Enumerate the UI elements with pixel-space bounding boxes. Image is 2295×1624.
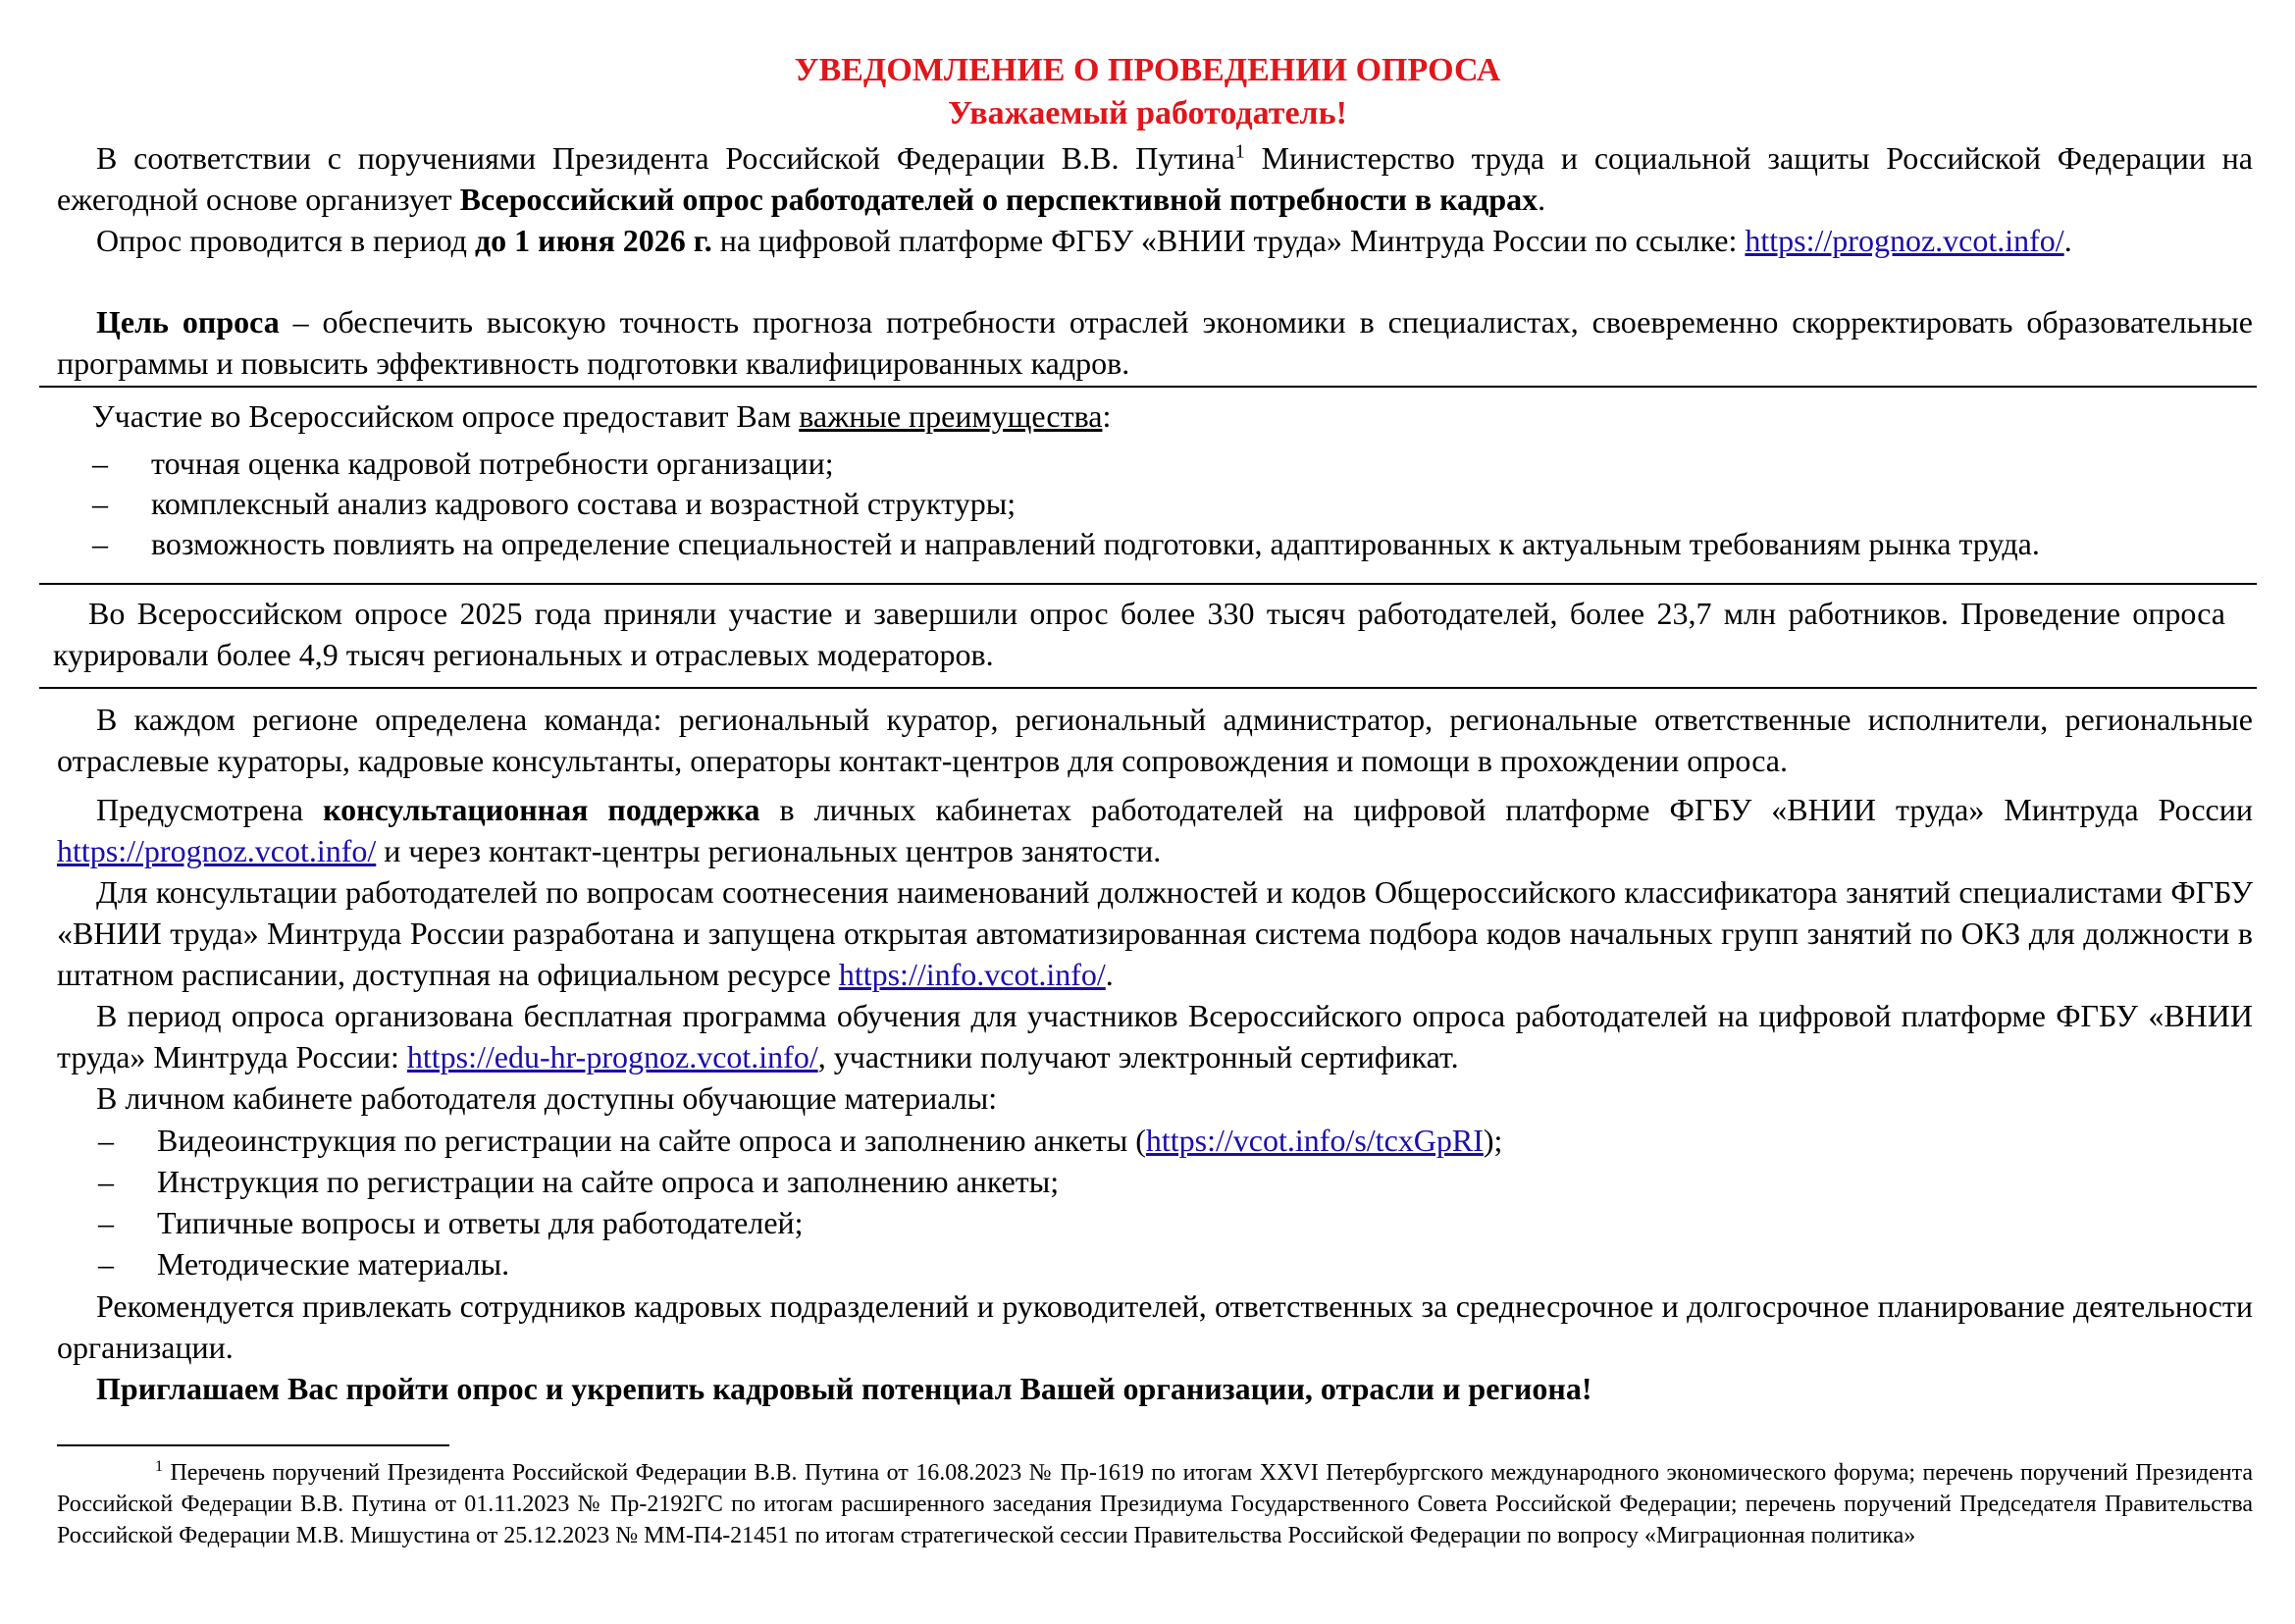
footnote-divider bbox=[57, 1444, 449, 1446]
notice-title: УВЕДОМЛЕНИЕ О ПРОВЕДЕНИИ ОПРОСА bbox=[794, 52, 1501, 88]
section-divider bbox=[39, 583, 2257, 585]
prognoz-link[interactable]: https://prognoz.vcot.info/ bbox=[57, 833, 377, 868]
closing-invitation: Приглашаем Вас пройти опрос и укрепить кадровый потенциал Вашей организации, отрасли и региона! bbox=[96, 1371, 1592, 1406]
okz-paragraph: Для консультации работодателей по вопросам соотнесения наименований должностей и кодов Общероссийского классификатора занятий специалистами ФГБУ «ВНИИ труда» Минтруда России разработана и запущена открытая автоматизированная система подбора кодов начальных групп занятий по ОКЗ для должности в штатном расписании, доступная на официальном ресурсе https://info.vcot.info/. bbox=[57, 874, 2253, 992]
stats-paragraph: Во Всероссийском опросе 2025 года приняли участие и завершили опрос более 330 тысяч работодателей, более 23,7 млн работников. Проведение опроса курировали более 4,9 тысяч региональных и отраслевых модераторов. bbox=[53, 596, 2225, 672]
info-link[interactable]: https://info.vcot.info/ bbox=[838, 957, 1106, 992]
advantages-lead: Участие во Всероссийском опросе предоставит Вам важные преимущества: bbox=[92, 398, 1112, 434]
survey-name: Всероссийский опрос работодателей о перспективной потребности в кадрах bbox=[459, 182, 1539, 217]
video-link[interactable]: https://vcot.info/s/tcxGpRI bbox=[1145, 1123, 1484, 1158]
goal-paragraph: Цель опроса – обеспечить высокую точность прогноза потребности отраслей экономики в специалистах, своевременно скорректировать образовательные программы и повысить эффективность подготовки квалифицированных кадров. bbox=[57, 304, 2254, 381]
edu-link[interactable]: https://edu-hr-prognoz.vcot.info/ bbox=[406, 1039, 818, 1074]
notice-page: УВЕДОМЛЕНИЕ О ПРОВЕДЕНИИ ОПРОСА Уважаемый работодатель! В соответствии с поручениями Президента Российской Федерации В.В. Путина$^1$ Министерство труда и социальной защиты Российской Федерации на ежегодной основе организует Всероссийский опрос работодателей о перспективной потребности в кадрах. Опрос проводится в период до 1 июня 2026 г. на цифровой платформе ФГБУ «ВНИИ труда» Минтруда России по ссылке: https://prognoz.vcot.info/. Цель опроса – обеспечить высокую точность прогноза потребности отраслей экономики в специалистах, своевременно скорректировать образовательные программы и повысить эффективность подготовки квалифицированных кадров. Участие во Всероссийском опросе предоставит Вам важные преимущества: – точная оценка кадровой потребности организации; – комплексный анализ кадрового состава и возрастной структуры; – возможность повлиять на определение специальностей и направлений подготовки, адаптированных к актуальным требованиям рынка труда. Во Всероссийском опросе 2025 года приняли участие и завершили опрос более 330 тысяч работодателей, более 23,7 млн работников. Проведение опроса курировали более 4,9 тысяч региональных и отраслевых модераторов. В каждом регионе определена команда: региональный куратор, региональный администратор, региональные ответственные исполнители, региональные отраслевые кураторы, кадровые консультанты, операторы контакт-центров для сопровождения и помощи в прохождении опроса. Предусмотрена консультационная поддержка в личных кабинетах работодателей на цифровой платформе ФГБУ «ВНИИ труда» Минтруда России https://prognoz.vcot.info/ и через контакт-центры региональных центров занятости. Для консультации работодателей по вопросам соотнесения наименований должностей и кодов Общероссийского классификатора занятий специалистами ФГБУ «ВНИИ труда» Минтруда России разработана и запущена открытая автоматизированная система подбора кодов начальных групп занятий по ОКЗ для должности в штатном расписании, доступная на официальном ресурсе https://info.vcot.info/. В период опроса организована бесплатная программа обучения для участников Всероссийского опроса работодателей на цифровой платформе ФГБУ «ВНИИ труда» Минтруда России: https://edu-hr-prognoz.vcot.info/, участники получают электронный сертификат. В личном кабинете работодателя доступны обучающие материалы: – Видеоинструкция по регистрации на сайте опроса и заполнению анкеты (https://vcot.info/s/tcxGpRI); – Инструкция по регистрации на сайте опроса и заполнению анкеты; – Типичные вопросы и ответы для работодателей; – Методические материалы. Рекомендуется привлекать сотрудников кадровых подразделений и руководителей, ответственных за среднесрочное и долгосрочное планирование деятельности организации. Приглашаем Вас пройти опрос и укрепить кадровый потенциал Вашей организации, отрасли и региона! $^1$ Перечень поручений Президента Российской Федерации В.В. Путина от 16.08.2023 № Пр-1619 по итогам XXVI Петербургского международного экономического форума; перечень поручений Президента Российской Федерации В.В. Путина от 01.11.2023 № Пр-2192ГС по итогам расширенного заседания Президиума Государственного Совета Российской Федерации; перечень поручений Председателя Правительства Российской Федерации М.В. Мишустина от 25.12.2023 № ММ-П4-21451 по итогам стратегической сессии Правительства Российской Федерации по вопросу «Миграционная политика» bbox=[0, 0, 2295, 1624]
deadline-date: до 1 июня 2026 г. bbox=[474, 223, 712, 258]
notice-greeting: Уважаемый работодатель! bbox=[948, 95, 1347, 131]
recommendation-paragraph: Рекомендуется привлекать сотрудников кадровых подразделений и руководителей, ответственных за среднесрочное и долгосрочное планирование деятельности организации. bbox=[57, 1288, 2253, 1365]
period-paragraph: Опрос проводится в период до 1 июня 2026 г. на цифровой платформе ФГБУ «ВНИИ труда» Минтруда России по ссылке: https://prognoz.vcot.info/. bbox=[96, 223, 2072, 258]
consulting-label: консультационная поддержка bbox=[323, 792, 760, 827]
advantages-underlined: важные преимущества bbox=[799, 398, 1103, 434]
team-paragraph: В каждом регионе определена команда: региональный куратор, региональный администратор, региональные ответственные исполнители, региональные отраслевые кураторы, кадровые консультанты, операторы контакт-центров для сопровождения и помощи в прохождении опроса. bbox=[57, 702, 2253, 778]
section-divider bbox=[39, 687, 2257, 689]
footnote: $^1$ Перечень поручений Президента Российской Федерации В.В. Путина от 16.08.2023 № Пр-1619 по итогам XXVI Петербургского международного экономического форума; перечень поручений Президента Российской Федерации В.В. Путина от 01.11.2023 № Пр-2192ГС по итогам расширенного заседания Президиума Государственного Совета Российской Федерации; перечень поручений Председателя Правительства Российской Федерации М.В. Мишустина от 25.12.2023 № ММ-П4-21451 по итогам стратегической сессии Правительства Российской Федерации по вопросу «Миграционная политика» bbox=[57, 1458, 2253, 1548]
goal-label: Цель опроса bbox=[96, 304, 280, 340]
prognoz-link[interactable]: https://prognoz.vcot.info/ bbox=[1745, 223, 2064, 258]
footnote-marker: 1 bbox=[155, 1458, 163, 1475]
consulting-paragraph: Предусмотрена консультационная поддержка в личных кабинетах работодателей на цифровой платформе ФГБУ «ВНИИ труда» Минтруда России https://prognoz.vcot.info/ и через контакт-центры региональных центров занятости. bbox=[57, 792, 2254, 868]
section-divider bbox=[39, 386, 2257, 388]
footnote-ref[interactable]: 1 bbox=[1234, 140, 1245, 163]
materials-lead: В личном кабинете работодателя доступны обучающие материалы: bbox=[96, 1080, 998, 1116]
training-paragraph: В период опроса организована бесплатная программа обучения для участников Всероссийского опроса работодателей на цифровой платформе ФГБУ «ВНИИ труда» Минтруда России: https://edu-hr-prognoz.vcot.info/, участники получают электронный сертификат. bbox=[57, 998, 2253, 1074]
intro-paragraph: В соответствии с поручениями Президента Российской Федерации В.В. Путина$^1$ Министерство труда и социальной защиты Российской Федерации на ежегодной основе организует Всероссийский опрос работодателей о перспективной потребности в кадрах. bbox=[57, 140, 2254, 217]
